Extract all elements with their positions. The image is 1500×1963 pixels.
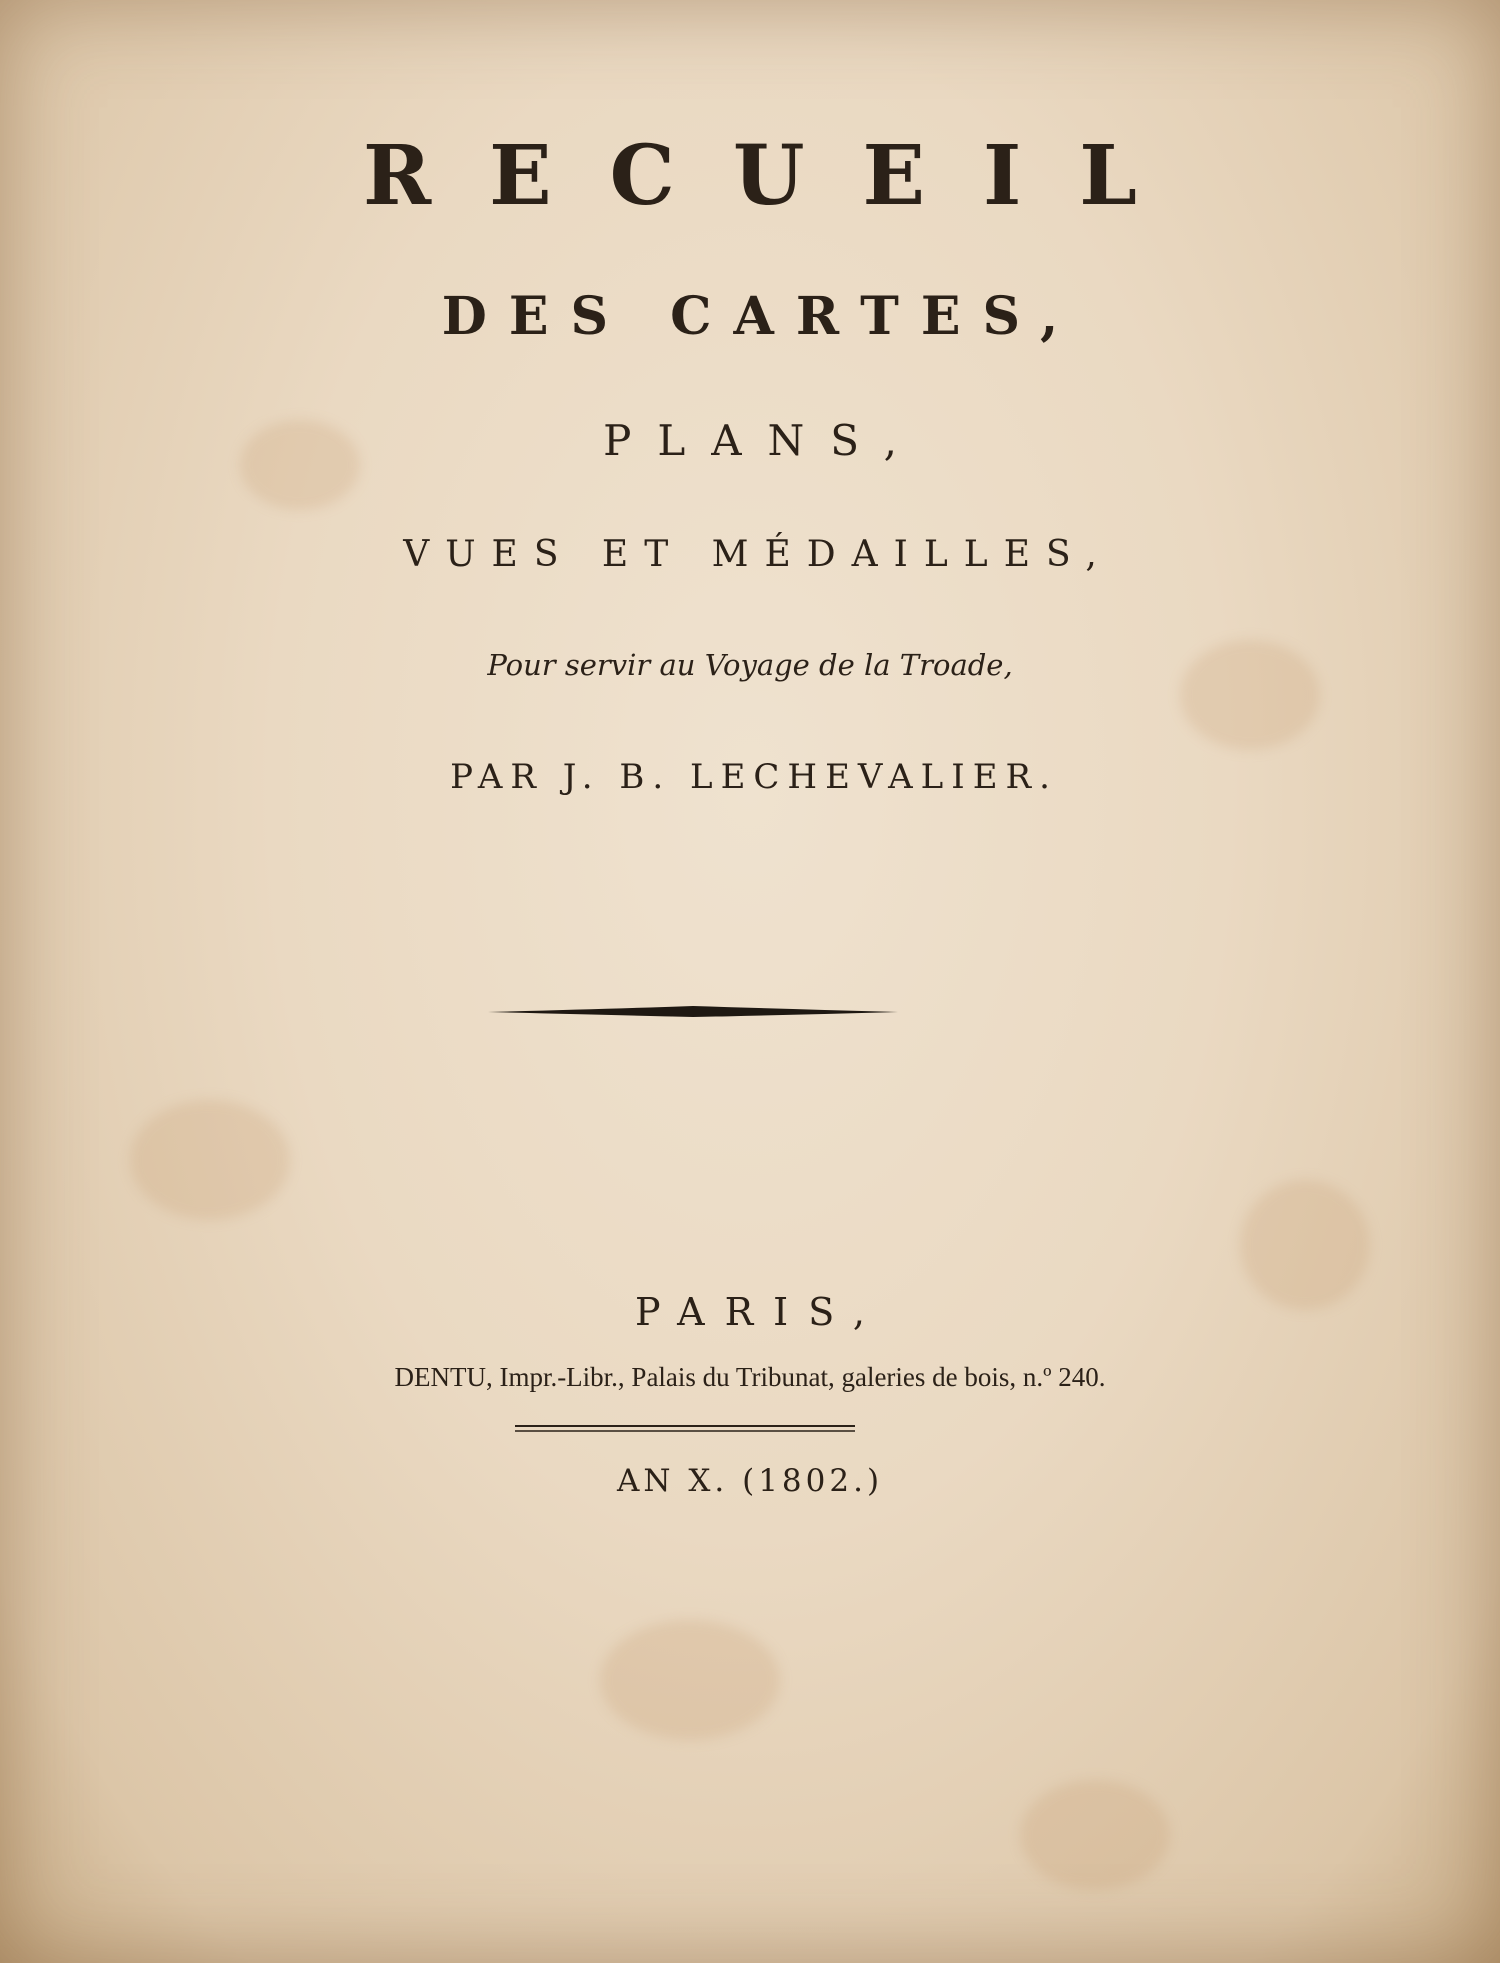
subtitle-line-1: DES CARTES, [441, 286, 1081, 347]
publisher-line: DENTU, Impr.-Libr., Palais du Tribunat, galeries de bois, n.º 240. [394, 1362, 1106, 1392]
foxing-stain [600, 1620, 780, 1740]
subtitle-line-2: PLANS, [603, 416, 923, 465]
foxing-stain [1020, 1780, 1170, 1890]
double-rule [515, 1424, 855, 1434]
subtitle-line-3: VUES ET MÉDAILLES, [403, 534, 1113, 575]
ornamental-rule [488, 1003, 898, 1021]
book-title: RECUEIL [363, 128, 1195, 224]
purpose-line: Pour servir au Voyage de la Troade, [487, 648, 1013, 682]
author-line: PAR J. B. LECHEVALIER. [450, 757, 1058, 797]
imprint-date: AN X. (1802.) [616, 1463, 884, 1499]
imprint-place: PARIS, [635, 1290, 885, 1334]
foxing-stain [130, 1100, 290, 1220]
